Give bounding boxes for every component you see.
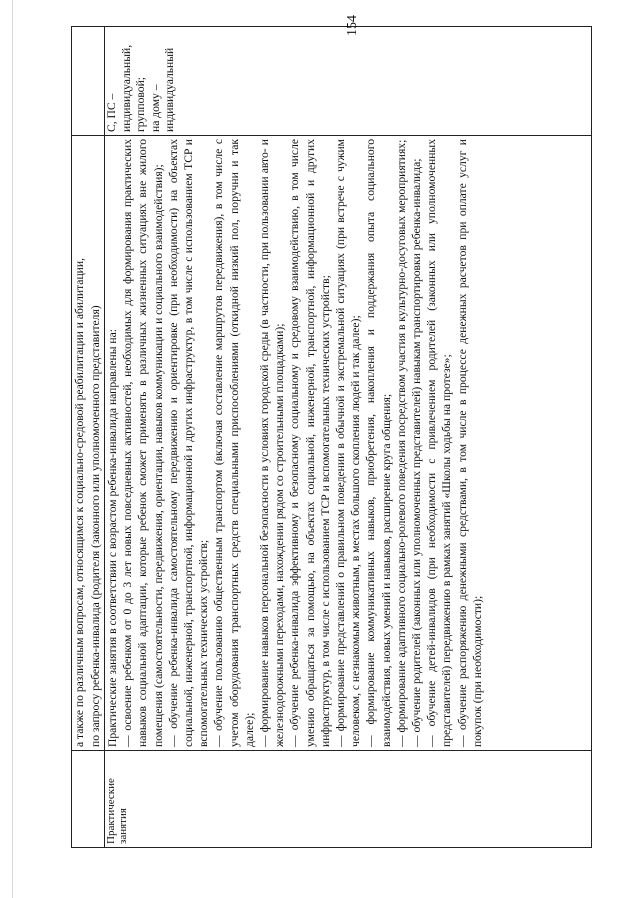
content-item-10: — обучение детей-инвалидов (при необходимости с привлечением родителей (законных или уполномоченных представителей) передвижению в рамках занятий «Школы ходьбы на протезе»;	[425, 139, 454, 747]
content-item-9: — обучение родителей (законных или уполномоченных представителей) навыкам транспортировки ребенка-инвалида;	[410, 158, 424, 747]
table-row	[105, 27, 592, 848]
row0-line-1: а также по различным вопросам, относящимся к социально-средовой реабилитации и абилитации,	[73, 258, 86, 747]
practical-lessons-label: Практические занятия	[105, 751, 592, 848]
service-form-line: на дому –	[148, 84, 162, 132]
services-table	[71, 26, 592, 848]
content-item-3: — обучение пользованию общественным транспортом (включая составление маршрутов передвижения), в том числе с учетом оборудования транспортных средств специальными приспособлениями (откидной низкий пол, поручни и так далее);	[212, 139, 256, 747]
row0-col1-cell	[72, 751, 105, 848]
content-item-7: — формирование коммуникативных навыков, приобретения, накопления и поддержания опыта социального взаимодействия, новых умений и навыков, расширение круга общения;	[364, 139, 393, 747]
page-number: 154	[345, 15, 360, 36]
practical-lessons-content	[105, 136, 592, 751]
scan-edge-line	[12, 0, 13, 898]
service-form-cell	[105, 27, 592, 136]
service-form-line: групповой;	[134, 76, 147, 132]
row0-col3-cell	[72, 27, 105, 136]
row0-col2-cell	[72, 136, 105, 751]
content-item-6: — формирование представлений о правильном поведении в обычной и экстремальной ситуациях (при встрече с чужим человеком, с незнакомым животным, в местах большого скопления людей и так далее);	[334, 139, 363, 747]
content-item-0: Практические занятия в соответствии с возрастом ребенка-инвалида направлены на:	[106, 328, 119, 747]
rotated-content	[71, 15, 633, 848]
content-item-11: — обучение распоряжению денежными средствами, в том числе в процессе денежных расчетов при оплате услуг и покупок (при необходимости);	[455, 139, 484, 747]
content-item-2: — обучение ребенка-инвалида самостоятельному передвижению и ориентировке (при необходимости) на объектах социальной, инженерной, транспортной, информационной и других инфраструктур, в том числе с использованием ТСР и вспомогательных технических устройств;	[166, 139, 211, 747]
content-item-8: — формирование адаптивного социально-ролевого поведения посредством участия в культурно-досуговых мероприятиях;	[394, 139, 408, 747]
service-form-line: индивидуальный,	[119, 44, 133, 132]
content-item-5: — обучение ребенка-инвалида эффективному и безопасному социальному и средовому взаимодействию, в том числе умению обращаться за помощью, на объектах социальной, инженерной, транспортной, информационной и других инфраструктур, в том числе с использованием ТСР и вспомогательных технических устройств;	[288, 139, 332, 747]
content-item-4: — формирование навыков персональной безопасности в условиях городской среды (в частности, при пользовании авто- и железнодорожными переходами, нахождении рядом со строительными площадками);	[258, 139, 287, 747]
service-form-line: С, ПС –	[105, 93, 118, 132]
row0-line-2: по запросу ребенка-инвалида (родителя (законного или уполномоченного представителя)	[89, 305, 102, 747]
service-form-line: индивидуальный	[163, 47, 176, 132]
content-item-1: — освоение ребенком от 0 до 3 лет новых повседневных активностей, необходимых для формирования практических навыков социальной адаптации, которые ребенок сможет применять в различных жизненных ситуациях вне жилого помещения (самостоятельности, передвижения, ориентации, навыков коммуникации и социального взаимодействия);	[121, 139, 165, 747]
table-row	[72, 27, 105, 848]
